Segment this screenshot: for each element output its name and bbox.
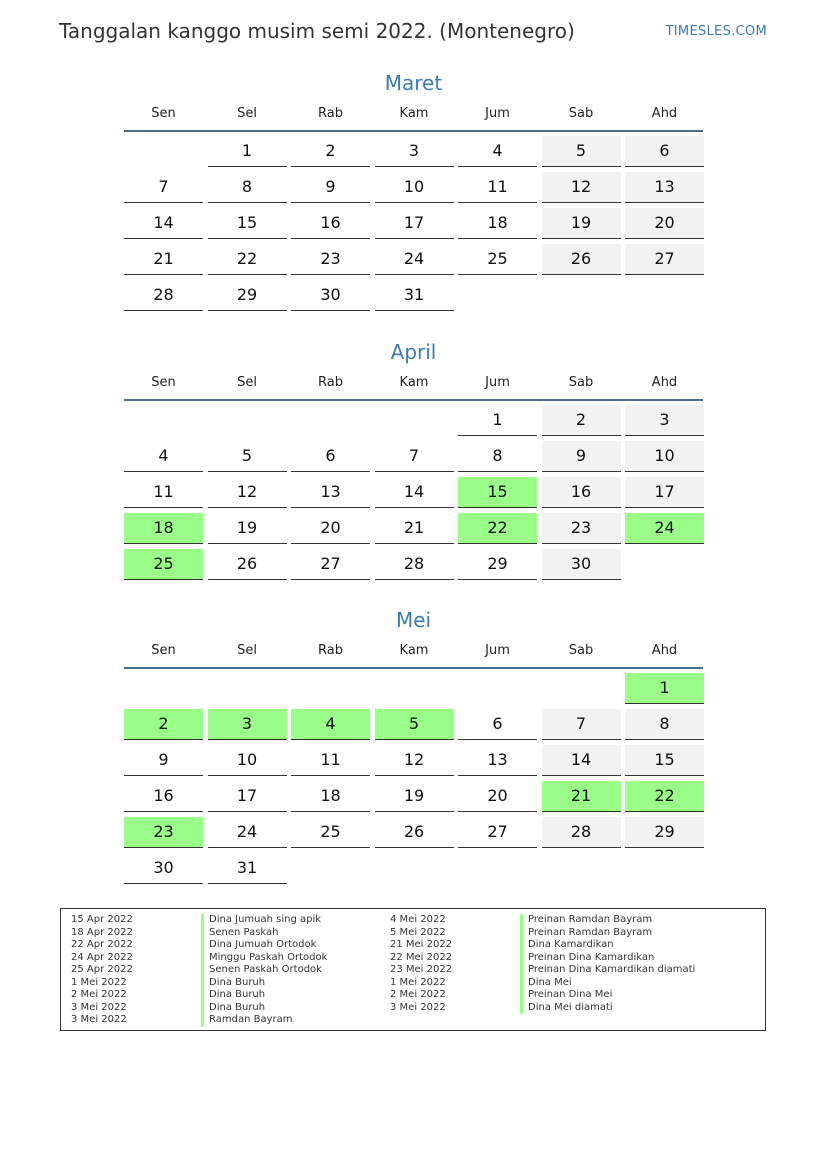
day-cell: 21 bbox=[375, 513, 454, 544]
day-cell: 16 bbox=[542, 477, 621, 508]
month-title: April bbox=[390, 340, 437, 364]
day-cell: 7 bbox=[542, 709, 621, 740]
weekday-label: Kam bbox=[399, 375, 429, 390]
day-cell: 17 bbox=[208, 781, 287, 812]
day-cell: 26 bbox=[375, 817, 454, 848]
day-cell: 27 bbox=[458, 817, 537, 848]
legend-date: 15 Apr 2022 bbox=[71, 914, 133, 925]
legend-holiday-name: Dina Jumuah sing apik bbox=[201, 914, 321, 927]
legend-holiday-name: Senen Paskah bbox=[201, 927, 279, 940]
weekday-label: Sen bbox=[151, 106, 176, 121]
legend-date: 22 Apr 2022 bbox=[71, 939, 133, 950]
day-cell: 20 bbox=[291, 513, 370, 544]
legend-holiday-name: Preinan Dina Kamardikan diamati bbox=[520, 964, 695, 977]
legend-date: 5 Mei 2022 bbox=[390, 926, 446, 938]
weekday-label: Jum bbox=[485, 375, 510, 390]
holiday-day-cell: 21 bbox=[542, 781, 621, 812]
day-cell: 6 bbox=[458, 709, 537, 740]
day-cell: 16 bbox=[291, 208, 370, 239]
day-cell: 22 bbox=[208, 244, 287, 275]
holiday-day-cell: 22 bbox=[458, 513, 537, 544]
day-cell: 11 bbox=[291, 745, 370, 776]
legend-holiday-name: Dina Mei diamati bbox=[520, 1002, 613, 1015]
day-cell: 27 bbox=[291, 549, 370, 580]
day-cell: 26 bbox=[208, 549, 287, 580]
legend-date: 25 Apr 2022 bbox=[71, 964, 133, 975]
day-cell: 29 bbox=[208, 280, 287, 311]
weekday-header bbox=[124, 368, 703, 400]
day-cell: 18 bbox=[291, 781, 370, 812]
day-cell: 6 bbox=[625, 136, 704, 167]
holiday-day-cell: 15 bbox=[458, 477, 537, 508]
holiday-day-cell: 3 bbox=[208, 709, 287, 740]
day-cell: 11 bbox=[458, 172, 537, 203]
legend-date: 2 Mei 2022 bbox=[71, 989, 127, 1000]
weekday-label: Sen bbox=[151, 643, 176, 658]
day-cell: 23 bbox=[542, 513, 621, 544]
legend-holiday-name: Minggu Paskah Ortodok bbox=[201, 952, 327, 965]
weekday-label: Rab bbox=[318, 643, 343, 658]
legend-holiday-name: Dina Jumuah Ortodok bbox=[201, 939, 316, 952]
day-cell: 8 bbox=[625, 709, 704, 740]
brand-link[interactable]: TIMESLES.COM bbox=[665, 24, 767, 39]
legend-date: 3 Mei 2022 bbox=[71, 1014, 127, 1025]
day-cell: 8 bbox=[208, 172, 287, 203]
day-cell: 20 bbox=[458, 781, 537, 812]
weekday-header bbox=[124, 636, 703, 668]
day-cell: 23 bbox=[291, 244, 370, 275]
day-cell: 12 bbox=[375, 745, 454, 776]
weekday-label: Sab bbox=[568, 106, 594, 121]
month-title: Maret bbox=[384, 71, 443, 95]
day-cell: 27 bbox=[625, 244, 704, 275]
day-cell: 8 bbox=[458, 441, 537, 472]
day-cell: 25 bbox=[458, 244, 537, 275]
day-cell: 28 bbox=[542, 817, 621, 848]
day-cell: 13 bbox=[458, 745, 537, 776]
weekday-label: Ahd bbox=[651, 643, 678, 658]
day-cell: 19 bbox=[208, 513, 287, 544]
legend-holiday-name: Dina Buruh bbox=[201, 989, 265, 1002]
holiday-day-cell: 4 bbox=[291, 709, 370, 740]
legend-date: 23 Mei 2022 bbox=[390, 964, 453, 975]
holiday-day-cell: 24 bbox=[625, 513, 704, 544]
day-cell: 2 bbox=[542, 405, 621, 436]
weekday-label: Jum bbox=[485, 106, 510, 121]
day-cell: 5 bbox=[542, 136, 621, 167]
weekday-label: Sel bbox=[237, 375, 257, 390]
day-cell: 30 bbox=[542, 549, 621, 580]
month-divider bbox=[124, 667, 703, 669]
legend-date: 3 Mei 2022 bbox=[71, 1001, 127, 1013]
legend-holiday-name: Preinan Ramdan Bayram bbox=[520, 927, 652, 940]
day-cell: 29 bbox=[625, 817, 704, 848]
legend-date: 2 Mei 2022 bbox=[390, 989, 446, 1000]
weekday-label: Sel bbox=[237, 643, 257, 658]
day-cell: 1 bbox=[208, 136, 287, 167]
day-cell: 19 bbox=[542, 208, 621, 239]
legend-holiday-name: Ramdan Bayram bbox=[201, 1014, 292, 1027]
weekday-label: Ahd bbox=[651, 106, 678, 121]
day-cell: 14 bbox=[124, 208, 203, 239]
day-cell: 1 bbox=[458, 405, 537, 436]
legend-date: 4 Mei 2022 bbox=[390, 914, 446, 925]
legend-holiday-name: Preinan Dina Kamardikan bbox=[520, 952, 654, 965]
day-cell: 5 bbox=[208, 441, 287, 472]
legend-holiday-name: Dina Kamardikan bbox=[520, 939, 614, 952]
day-cell: 11 bbox=[124, 477, 203, 508]
page-title: Tanggalan kanggo musim semi 2022. (Montenegro) bbox=[59, 19, 575, 43]
weekday-label: Sel bbox=[237, 106, 257, 121]
day-cell: 7 bbox=[375, 441, 454, 472]
day-cell: 19 bbox=[375, 781, 454, 812]
holiday-legend bbox=[60, 908, 766, 1031]
legend-holiday-name: Preinan Ramdan Bayram bbox=[520, 914, 652, 927]
day-cell: 25 bbox=[291, 817, 370, 848]
legend-date: 22 Mei 2022 bbox=[390, 951, 453, 963]
weekday-label: Jum bbox=[485, 643, 510, 658]
month-divider bbox=[124, 399, 703, 401]
day-cell: 31 bbox=[375, 280, 454, 311]
day-cell: 21 bbox=[124, 244, 203, 275]
legend-date: 1 Mei 2022 bbox=[71, 976, 127, 988]
legend-holiday-name: Dina Buruh bbox=[201, 1002, 265, 1015]
legend-holiday-name: Dina Buruh bbox=[201, 977, 265, 990]
day-cell: 28 bbox=[124, 280, 203, 311]
month-april bbox=[124, 338, 703, 573]
day-cell: 7 bbox=[124, 172, 203, 203]
holiday-day-cell: 22 bbox=[625, 781, 704, 812]
legend-date: 18 Apr 2022 bbox=[71, 926, 133, 938]
weekday-label: Kam bbox=[399, 643, 429, 658]
day-cell: 28 bbox=[375, 549, 454, 580]
weekday-label: Rab bbox=[318, 375, 343, 390]
day-cell: 16 bbox=[124, 781, 203, 812]
day-cell: 24 bbox=[375, 244, 454, 275]
day-cell: 6 bbox=[291, 441, 370, 472]
legend-holiday-name: Preinan Dina Mei bbox=[520, 989, 612, 1002]
day-cell: 4 bbox=[458, 136, 537, 167]
weekday-label: Sab bbox=[568, 375, 594, 390]
day-cell: 20 bbox=[625, 208, 704, 239]
day-cell: 9 bbox=[542, 441, 621, 472]
holiday-day-cell: 25 bbox=[124, 549, 203, 580]
day-cell: 10 bbox=[625, 441, 704, 472]
holiday-day-cell: 23 bbox=[124, 817, 203, 848]
day-cell: 14 bbox=[375, 477, 454, 508]
holiday-day-cell: 2 bbox=[124, 709, 203, 740]
day-cell: 12 bbox=[208, 477, 287, 508]
holiday-day-cell: 5 bbox=[375, 709, 454, 740]
legend-date: 3 Mei 2022 bbox=[390, 1001, 446, 1013]
day-cell: 4 bbox=[124, 441, 203, 472]
day-cell: 17 bbox=[375, 208, 454, 239]
day-cell: 31 bbox=[208, 853, 287, 884]
day-cell: 12 bbox=[542, 172, 621, 203]
day-cell: 15 bbox=[625, 745, 704, 776]
day-cell: 18 bbox=[458, 208, 537, 239]
day-cell: 2 bbox=[291, 136, 370, 167]
day-cell: 3 bbox=[375, 136, 454, 167]
day-cell: 9 bbox=[291, 172, 370, 203]
weekday-label: Rab bbox=[318, 106, 343, 121]
day-cell: 17 bbox=[625, 477, 704, 508]
month-maret bbox=[124, 69, 703, 304]
day-cell: 13 bbox=[291, 477, 370, 508]
holiday-day-cell: 18 bbox=[124, 513, 203, 544]
month-title: Mei bbox=[395, 608, 432, 632]
day-cell: 30 bbox=[124, 853, 203, 884]
day-cell: 9 bbox=[124, 745, 203, 776]
day-cell: 10 bbox=[375, 172, 454, 203]
weekday-label: Sab bbox=[568, 643, 594, 658]
day-cell: 15 bbox=[208, 208, 287, 239]
day-cell: 30 bbox=[291, 280, 370, 311]
weekday-header bbox=[124, 99, 703, 131]
day-cell: 24 bbox=[208, 817, 287, 848]
legend-holiday-name: Dina Mei bbox=[520, 977, 572, 990]
day-cell: 10 bbox=[208, 745, 287, 776]
holiday-day-cell: 1 bbox=[625, 673, 704, 704]
month-mei bbox=[124, 606, 703, 877]
month-divider bbox=[124, 130, 703, 132]
weekday-label: Sen bbox=[151, 375, 176, 390]
weekday-label: Ahd bbox=[651, 375, 678, 390]
day-cell: 14 bbox=[542, 745, 621, 776]
day-cell: 3 bbox=[625, 405, 704, 436]
day-cell: 13 bbox=[625, 172, 704, 203]
legend-date: 21 Mei 2022 bbox=[390, 939, 453, 950]
day-cell: 29 bbox=[458, 549, 537, 580]
legend-date: 1 Mei 2022 bbox=[390, 976, 446, 988]
day-cell: 26 bbox=[542, 244, 621, 275]
legend-date: 24 Apr 2022 bbox=[71, 951, 133, 963]
legend-holiday-name: Senen Paskah Ortodok bbox=[201, 964, 322, 977]
weekday-label: Kam bbox=[399, 106, 429, 121]
